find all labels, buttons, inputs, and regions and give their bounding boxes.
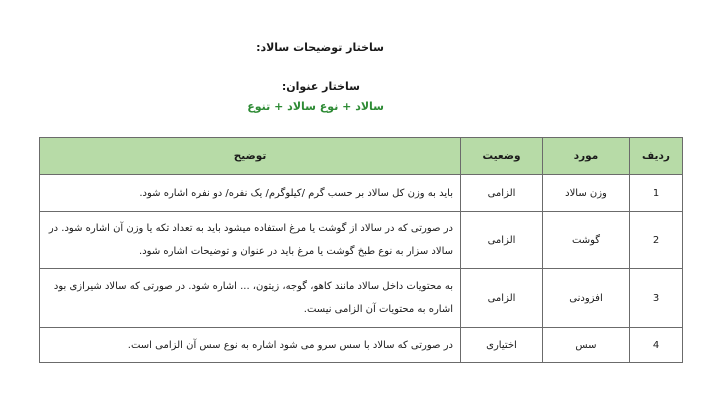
header-status: وضعیت <box>461 138 543 175</box>
cell-row-number: 4 <box>630 328 683 363</box>
table-row <box>40 175 683 212</box>
cell-row-number: 1 <box>630 175 683 212</box>
table-header-row <box>40 138 683 175</box>
cell-item: افزودنی <box>543 269 630 328</box>
cell-description: در صورتی که در سالاد از گوشت یا مرغ استفاده میشود باید به تعداد تکه یا وزن آن اشاره شود. در سالاد سزار به نوع طبخ گوشت یا مرغ باید در عنوان و توضیحات اشاره شود. <box>40 212 461 269</box>
cell-status: الزامی <box>461 269 543 328</box>
cell-item: گوشت <box>543 212 630 269</box>
cell-item: وزن سالاد <box>543 175 630 212</box>
description-spec-table <box>39 137 683 363</box>
cell-status: الزامی <box>461 175 543 212</box>
header-item: مورد <box>543 138 630 175</box>
cell-status: اختیاری <box>461 328 543 363</box>
table-row <box>40 328 683 363</box>
cell-description: به محتویات داخل سالاد مانند کاهو، گوجه، زیتون، ... اشاره شود. در صورتی که سالاد شیرازی بود اشاره به محتویات آن الزامی نیست. <box>40 269 461 328</box>
table-row <box>40 269 683 328</box>
cell-status: الزامی <box>461 212 543 269</box>
cell-description: در صورتی که سالاد با سس سرو می شود اشاره به نوع سس آن الزامی است. <box>40 328 461 363</box>
cell-row-number: 3 <box>630 269 683 328</box>
cell-item: سس <box>543 328 630 363</box>
title-structure-heading: ساختار عنوان: <box>281 80 360 93</box>
document-title: ساختار توضیحات سالاد: <box>256 41 384 54</box>
title-formula: سالاد + نوع سالاد + تنوع <box>247 100 384 113</box>
cell-description: باید به وزن کل سالاد بر حسب گرم /کیلوگرم/ یک نفره/ دو نفره اشاره شود. <box>40 175 461 212</box>
header-row-number: ردیف <box>630 138 683 175</box>
table-row <box>40 212 683 269</box>
header-description: توضیح <box>40 138 461 175</box>
cell-row-number: 2 <box>630 212 683 269</box>
